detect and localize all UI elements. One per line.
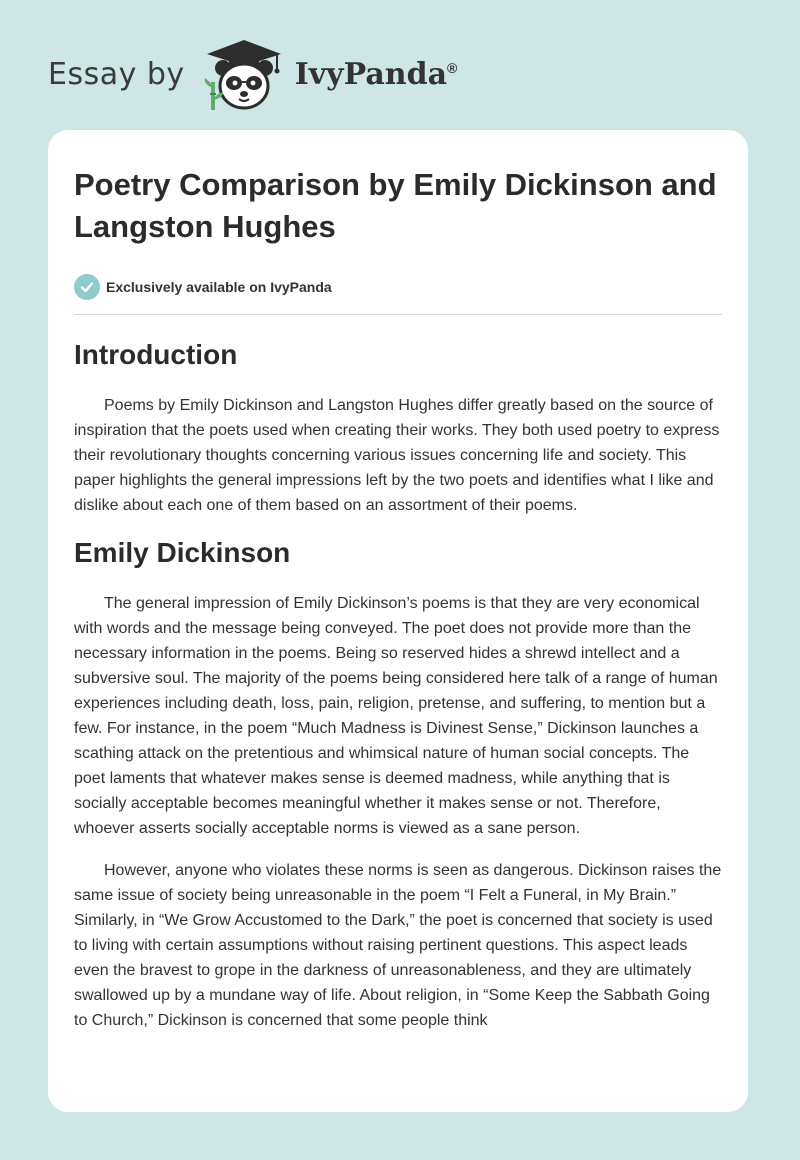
registered-mark: ® bbox=[447, 59, 458, 76]
section-heading: Introduction bbox=[74, 339, 238, 370]
exclusive-badge bbox=[74, 274, 722, 315]
section-introduction bbox=[74, 337, 722, 518]
section-heading: Emily Dickinson bbox=[74, 537, 291, 568]
article-title: Poetry Comparison by Emily Dickinson and Langston Hughes bbox=[74, 167, 717, 244]
paragraph: Poems by Emily Dickinson and Langston Hughes differ greatly based on the source of inspiration that the poets used when creating their works. They both used poetry to express their revolutionary thoughts concerning various issues concerning life and society. This paper highlights the general impressions left by the two poets and identifies what I like and dislike about each one of them based on an assortment of their poems. bbox=[74, 397, 720, 514]
site-header bbox=[48, 36, 457, 112]
article-card bbox=[48, 130, 748, 1112]
check-circle-icon bbox=[74, 274, 100, 300]
section-emily-dickinson bbox=[74, 535, 722, 1033]
paragraph: However, anyone who violates these norms is seen as dangerous. Dickinson raises the same issue of society being unreasonable in the poem “I Felt a Funeral, in My Brain.” Similarly, in “We Grow Accustomed to the Dark,” the poet is concerned that society is used to living with certain assumptions without raising pertinent questions. This aspect leads even the bravest to grope in the darkness of unreasonableness, and they are ultimately swallowed up by a mundane way of life. About religion, in “Some Keep the Sabbath Going to Church,” Dickinson is concerned that some people think bbox=[74, 862, 722, 1029]
essay-by-label: Essay by bbox=[48, 56, 185, 92]
brand-name[interactable]: IvyPanda® bbox=[294, 56, 458, 92]
paragraph: The general impression of Emily Dickinson’s poems is that they are very economical with words and the message being conveyed. The poet does not provide more than the necessary information in the poems. Being so reserved hides a shrewd intellect and a subversive soul. The majority of the poems being considered here talk of a range of human experiences including death, loss, pain, religion, pretense, and suffering, to mention but a few. For instance, in the poem “Much Madness is Divinest Sense,” Dickinson launches a scathing attack on the pretentious and whimsical nature of human social concepts. The poet laments that whatever makes sense is deemed madness, while anything that is socially acceptable becomes meaningful whether it makes sense or not. Therefore, whoever asserts socially acceptable norms is viewed as a sane person. bbox=[74, 595, 718, 837]
badge-label: Exclusively available on IvyPanda bbox=[106, 279, 332, 295]
panda-logo-icon[interactable] bbox=[199, 36, 289, 112]
